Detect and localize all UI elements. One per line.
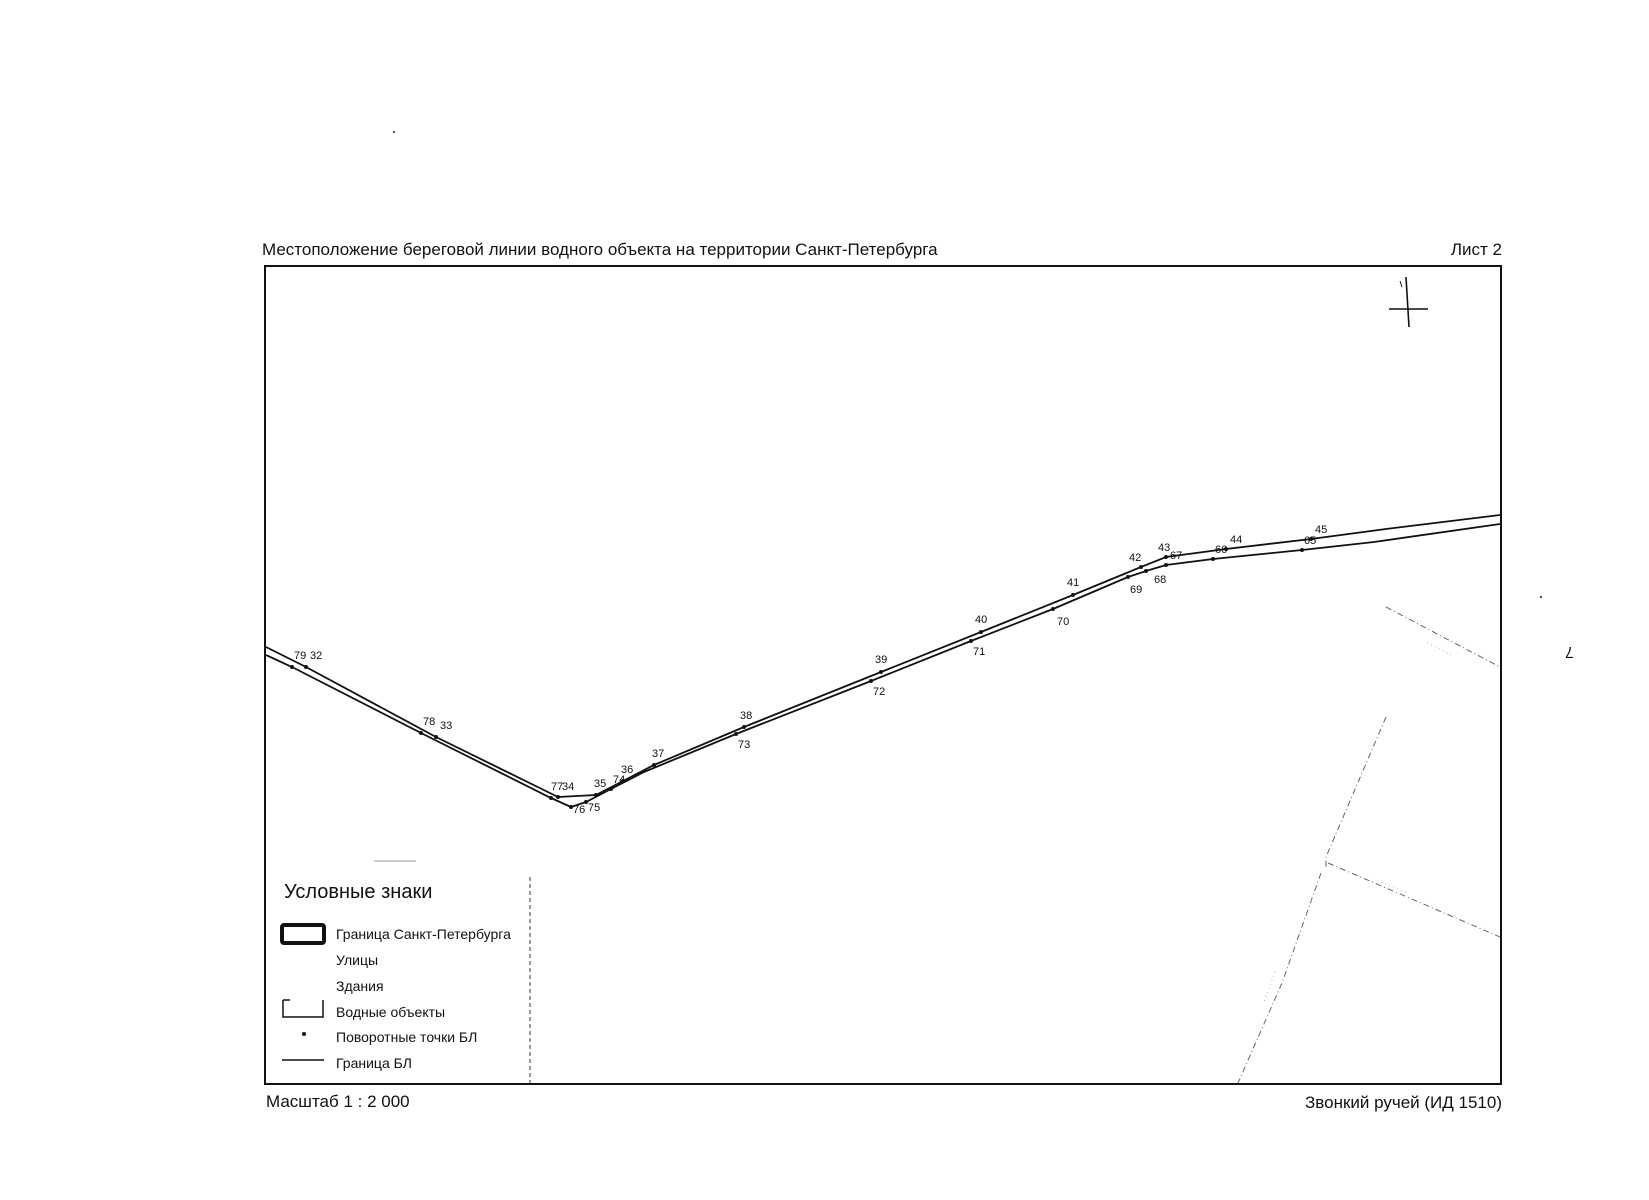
turning-point-label: 44 xyxy=(1230,534,1243,546)
turning-point xyxy=(652,763,656,767)
turning-point-label: 71 xyxy=(973,646,986,658)
turning-point-label: 75 xyxy=(588,802,601,814)
turning-point-label: 37 xyxy=(652,748,665,760)
street-line xyxy=(1386,607,1500,667)
turning-point xyxy=(1144,569,1148,573)
turning-point xyxy=(556,795,560,799)
turning-point xyxy=(1211,557,1215,561)
turning-point xyxy=(304,665,308,669)
turning-point-label: 45 xyxy=(1315,524,1328,536)
turning-point-label: 36 xyxy=(621,764,634,776)
turning-point-label: 74 xyxy=(613,774,626,786)
water-object-name: Звонкий ручей (ИД 1510) xyxy=(1305,1093,1502,1112)
turning-point-label: 33 xyxy=(440,720,453,732)
turning-point-label: 35 xyxy=(594,778,607,790)
street-line xyxy=(1238,873,1321,1083)
turning-point-symbol xyxy=(280,1023,326,1045)
turning-point-label: 40 xyxy=(975,614,988,626)
turning-point-label: 68 xyxy=(1154,574,1167,586)
scan-dot xyxy=(393,131,395,133)
turning-point xyxy=(979,630,983,634)
turning-point-label: 41 xyxy=(1067,577,1080,589)
turning-point xyxy=(1071,593,1075,597)
turning-point-label: 66 xyxy=(1215,544,1228,556)
legend-item-streets: Улицы xyxy=(336,952,379,968)
turning-point-label: 32 xyxy=(310,650,323,662)
legend xyxy=(266,859,546,1083)
sheet-number: Лист 2 xyxy=(1450,240,1502,259)
street-lines xyxy=(1238,607,1500,1083)
scan-dot xyxy=(1540,596,1542,598)
turning-point xyxy=(1300,548,1304,552)
water-objects-symbol xyxy=(280,997,326,1019)
legend-item-buildings: Здания xyxy=(336,978,384,994)
turning-point xyxy=(869,679,873,683)
legend-item-shoreline-boundary: Граница БЛ xyxy=(336,1055,412,1071)
legend-item-spb-boundary: Граница Санкт-Петербурга xyxy=(336,926,511,942)
legend-item-turning-points: Поворотные точки БЛ xyxy=(336,1029,478,1045)
legend-item-water-objects: Водные объекты xyxy=(336,1004,446,1020)
turning-point xyxy=(734,732,738,736)
turning-point xyxy=(1139,565,1143,569)
turning-point-label: 78 xyxy=(423,716,436,728)
turning-point-label: 65 xyxy=(1304,535,1317,547)
turning-point xyxy=(549,796,553,800)
legend-title: Условные знаки xyxy=(284,881,433,903)
scale-label: Масштаб 1 : 2 000 xyxy=(266,1092,410,1111)
side-mark: 7 xyxy=(1565,643,1574,660)
turning-point xyxy=(1164,563,1168,567)
turning-point-label: 77 xyxy=(551,781,564,793)
turning-point xyxy=(594,793,598,797)
turning-point-label: 79 xyxy=(294,650,307,662)
turning-point-label: 43 xyxy=(1158,542,1171,554)
turning-point xyxy=(434,735,438,739)
turning-point-label: 72 xyxy=(873,686,886,698)
street-labels xyxy=(1261,640,1453,1003)
map-title: Местоположение береговой линии водного объекта на территории Санкт-Петербурга xyxy=(262,240,938,259)
turning-point xyxy=(1051,607,1055,611)
turning-point-label: 67 xyxy=(1170,550,1183,562)
street-label: · · · · · · · · xyxy=(1261,969,1279,1003)
shoreline-boundary-symbol xyxy=(280,1049,326,1071)
turning-point-label: 70 xyxy=(1057,616,1070,628)
turning-point xyxy=(609,787,613,791)
turning-point-label: 76 xyxy=(573,804,586,816)
map-frame xyxy=(264,265,1502,1085)
turning-point xyxy=(969,639,973,643)
turning-point-label: 34 xyxy=(562,781,575,793)
turning-point xyxy=(1126,575,1130,579)
turning-point xyxy=(879,670,883,674)
spb-boundary-symbol xyxy=(280,923,326,945)
street-label: · · · · · · · · xyxy=(1375,877,1408,896)
turning-point-label: 69 xyxy=(1130,584,1143,596)
turning-point xyxy=(290,665,294,669)
north-arrow-icon xyxy=(1389,277,1428,327)
street-line xyxy=(1328,863,1500,937)
turning-point xyxy=(742,725,746,729)
street-label: · · · · · · · xyxy=(1425,639,1454,659)
turning-point-label: 73 xyxy=(738,739,751,751)
turning-point-label: 39 xyxy=(875,654,888,666)
turning-point-label: 38 xyxy=(740,710,753,722)
street-line xyxy=(1326,717,1386,867)
turning-points xyxy=(290,524,1327,816)
turning-point-label: 42 xyxy=(1129,552,1142,564)
turning-point xyxy=(1164,555,1168,559)
turning-point xyxy=(419,731,423,735)
